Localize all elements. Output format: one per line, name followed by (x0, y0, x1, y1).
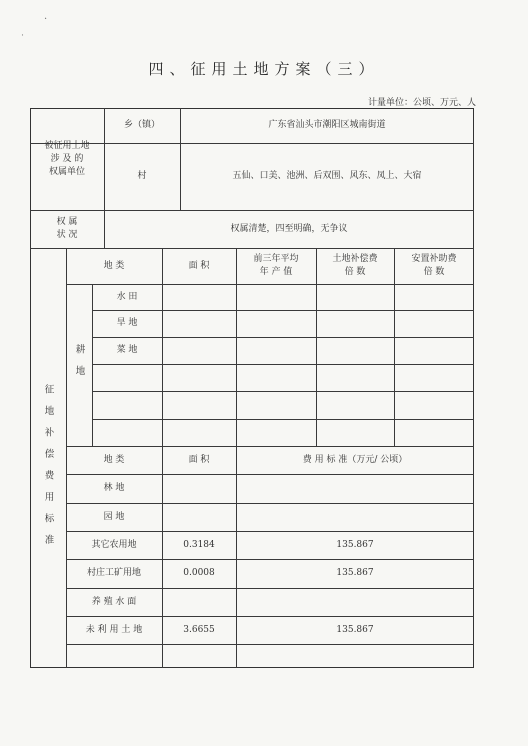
township-value: 广东省汕头市潮阳区城南街道 (268, 120, 386, 130)
other-row-fee (236, 644, 474, 668)
header2-fee-standard: 费 用 标 准（万元/ 公顷） (302, 454, 408, 465)
other-row-area (162, 644, 236, 668)
header-avg-output: 前三年平均 年 产 值 (253, 254, 299, 277)
cultivated-row-type: 菜 地 (116, 345, 138, 355)
unit-note: 计量单位：公顷、万元、人 (367, 98, 476, 108)
other-row-type: 林 地 (103, 483, 125, 493)
other-row-fee (236, 503, 474, 531)
page-title: 四、征用土地方案（三） (148, 60, 380, 78)
cultivated-row-type (92, 364, 162, 391)
other-row-area (162, 474, 236, 503)
other-row-type: 园 地 (103, 511, 125, 522)
other-row-fee (236, 474, 474, 503)
header-area: 面 积 (188, 260, 210, 271)
other-row-area (162, 503, 236, 531)
ownership-label: 权 属 状 况 (56, 217, 78, 240)
scan-mark: · (44, 14, 48, 25)
scan-mark: ˙ (20, 34, 25, 45)
other-row-type: 其它农用地 (91, 539, 137, 550)
township-label: 乡（镇） (123, 120, 160, 130)
cultivated-label: 耕地 (73, 343, 85, 387)
other-row-fee: 135.867 (336, 624, 374, 635)
other-row-type: 村庄工矿用地 (86, 568, 141, 578)
header-resettlement: 安置补助费 倍 数 (411, 254, 457, 277)
village-label: 村 (137, 171, 147, 181)
other-row-area: 3.6655 (183, 624, 215, 635)
other-row-type: 养 殖 水 面 (91, 596, 137, 607)
village-value: 五仙、口美、池洲、后双围、风东、凤上、大宿 (232, 171, 422, 181)
cultivated-row-type: 旱 地 (116, 318, 138, 328)
other-row-fee (236, 588, 474, 616)
other-row-type (66, 644, 162, 668)
header-land-compensation: 土地补偿费 倍 数 (332, 254, 378, 277)
other-row-area (162, 588, 236, 616)
header-land-type: 地 类 (103, 260, 125, 271)
header2-area: 面 积 (188, 454, 210, 465)
ownership-value: 权属清楚，四至明确，无争议 (230, 223, 348, 234)
header2-land-type: 地 类 (103, 454, 125, 465)
other-row-area: 0.0008 (183, 568, 215, 578)
cultivated-row-type (92, 391, 162, 419)
compensation-side-label: 征地补偿费用标准 (42, 384, 54, 556)
other-row-type: 未 利 用 土 地 (85, 624, 143, 635)
cultivated-row-type: 水 田 (116, 291, 138, 302)
other-row-area: 0.3184 (183, 539, 215, 550)
other-row-fee: 135.867 (336, 539, 374, 550)
owner-unit-label: 被征用土地 涉 及 的 权属单位 (44, 140, 90, 177)
other-row-fee: 135.867 (336, 568, 374, 578)
